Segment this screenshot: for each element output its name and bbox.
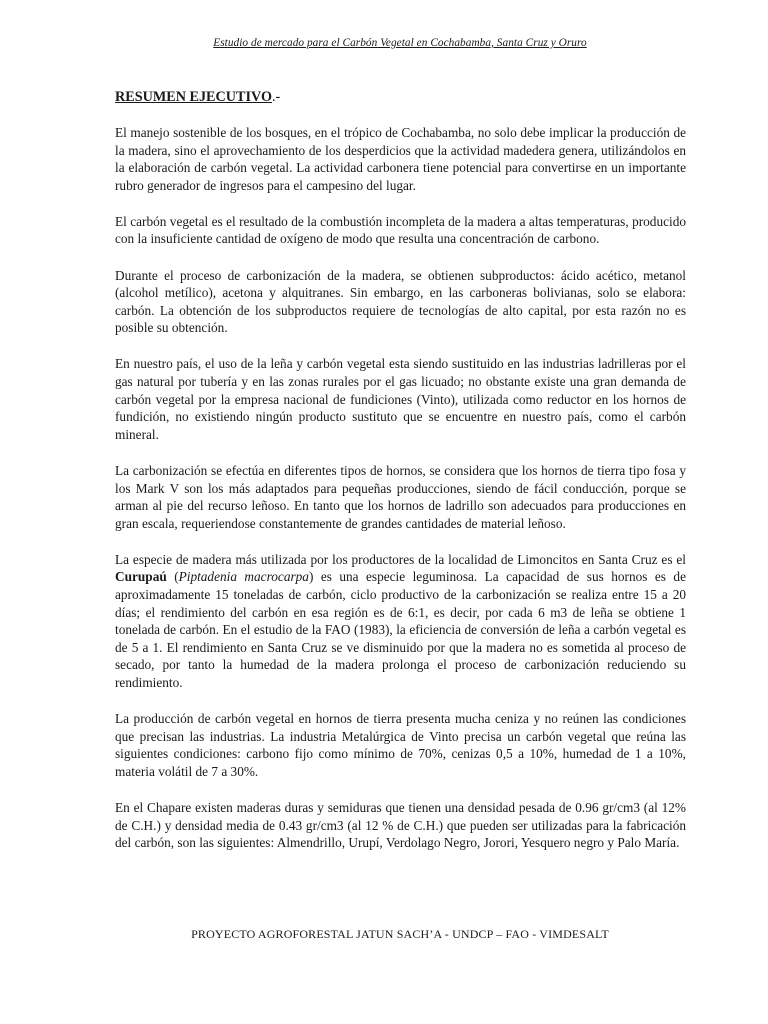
- paragraph-national-use: En nuestro país, el uso de la leña y carbón vegetal esta siendo sustituido en las industrias ladrilleras por el gas natural por tubería y en las zonas rurales por el gas licuado; no obstante existe una gran demanda de carbón vegetal por la empresa nacional de fundiciones (Vinto), utilizada como reductor en los hornos de fundición, no existiendo ningún producto sustituto que se encuentre en nuestro país, como el carbón mineral.: [115, 356, 686, 442]
- paragraph-charcoal-definition: El carbón vegetal es el resultado de la combustión incompleta de la madera a altas temperaturas, producido con la insuficiente cantidad de oxígeno de modo que resulta una concentración de carbono.: [115, 213, 686, 247]
- paragraph-sustainable-forest: El manejo sostenible de los bosques, en el trópico de Cochabamba, no solo debe implicar la producción de la madera, sino el aprovechamiento de los desperdicios que la actividad madedera genera, utilizándolos en la elaboración de carbón vegetal. La actividad carbonera tiene potencial para convertirse en un importante rubro generador de ingresos para el campesino del lugar.: [115, 125, 686, 193]
- p6-open: (: [166, 569, 179, 585]
- section-title-suffix: .-: [271, 89, 281, 105]
- paragraph-byproducts: Durante el proceso de carbonización de la madera, se obtienen subproductos: ácido acético, metanol (alcohol metílico), acetona y alquitranes. Sin embargo, en las carboneras bolivianas, solo se elabora: carbón. La obtención de los subproductos requiere de tecnologías de alto capital, por esta razón no es posible su obtención.: [115, 267, 686, 336]
- p6-rest: ) es una especie leguminosa. La capacidad de sus hornos es de aproximadamente 15 toneladas de carbón, ciclo productivo de la carbonización se realiza entre 15 a 20 días; el rendimiento del carbón en esa región es de 6:1, es decir, por cada 6 m3 de leña se obtiene 1 tonelada de carbón. En el estudio de la FAO (1983), la eficiencia de conversión de leña a carbón vegetal es de 5 a 1. El rendimiento en Santa Cruz se ve disminuido por que la madera no es sometida al proceso de secado, por tanto la humedad de la madera prolonga el proceso de carbonización reduciendo su rendimiento.: [115, 569, 686, 690]
- scientific-name: Piptadenia macrocarpa: [178, 569, 309, 585]
- section-title: [115, 89, 280, 106]
- paragraph-industry-requirements: La producción de carbón vegetal en hornos de tierra presenta mucha ceniza y no reúnen las condiciones que precisan las industrias. La industria Metalúrgica de Vinto precisa un carbón vegetal que reúna las siguientes condiciones: carbono fijo como mínimo de 70%, cenizas 0,5 a 10%, humedad de 1 a 10%, materia volátil de 7 a 30%.: [115, 711, 686, 779]
- paragraph-chapare-woods: En el Chapare existen maderas duras y semiduras que tienen una densidad pesada de 0.96 gr/cm3 (al 12% de C.H.) y densidad media de 0.43 gr/cm3 (al 12 % de C.H.) que pueden ser utilizadas para la fabricación del carbón, son las siguientes: Almendrillo, Urupí, Verdolago Negro, Jorori, Yesquero negro y Palo María.: [115, 799, 686, 851]
- paragraph-curupau-species: [115, 551, 686, 692]
- species-name: Curupaú: [115, 569, 167, 585]
- section-title-text: RESUMEN EJECUTIVO: [115, 89, 272, 105]
- running-header: Estudio de mercado para el Carbón Vegetal en Cochabamba, Santa Cruz y Oruro: [213, 37, 587, 49]
- paragraph-kiln-types: La carbonización se efectúa en diferentes tipos de hornos, se considera que los hornos de tierra tipo fosa y los Mark V son los más adaptados para pequeñas producciones, siendo de fácil conducción, porque se arman al pie del recurso leñoso. En tanto que los hornos de ladrillo son adecuados para producciones en gran escala, requeriendose constantemente de grandes cantidades de material leñoso.: [115, 462, 686, 531]
- p6-intro: La especie de madera más utilizada por los productores de la localidad de Limoncitos en Santa Cruz es el: [115, 551, 686, 567]
- document-body: [115, 124, 686, 852]
- page-footer: PROYECTO AGROFORESTAL JATUN SACH’A - UNDCP – FAO - VIMDESALT: [191, 927, 609, 941]
